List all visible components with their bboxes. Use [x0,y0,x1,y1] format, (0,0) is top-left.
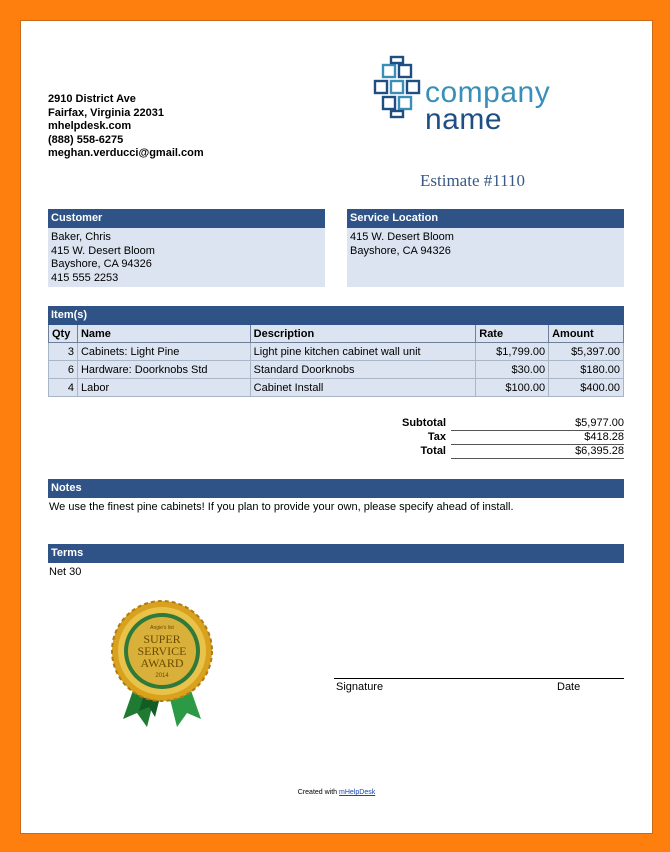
item-description: Standard Doorknobs [250,361,476,379]
item-qty: 3 [49,343,78,361]
service-street: 415 W. Desert Bloom [350,231,454,243]
customer-phone: 415 555 2253 [51,271,119,284]
item-amount: $5,397.00 [549,343,624,361]
col-amount: Amount [549,325,624,343]
seal-line-super: SUPER [143,632,181,646]
company-phone: (888) 558-6275 [48,133,124,146]
items-heading: Item(s) [48,306,624,325]
item-name: Hardware: Doorknobs Std [77,361,250,379]
date-label: Date [557,681,581,693]
items-table [48,325,624,397]
total-value: $6,395.28 [451,445,624,459]
seal-line-service: SERVICE [137,644,187,658]
seal-line-award: AWARD [140,656,184,670]
address-city: Fairfax, Virginia 22031 [48,106,164,119]
tax-label: Tax [427,431,446,443]
notes-heading: Notes [48,479,624,498]
address-street: 2910 District Ave [48,93,136,105]
subtotal-value: $5,977.00 [451,417,624,431]
customer-street: 415 W. Desert Bloom [51,244,155,257]
item-name: Cabinets: Light Pine [77,343,250,361]
customer-section [48,209,325,287]
customer-heading: Customer [48,209,325,228]
terms-section [48,544,624,581]
item-rate: $100.00 [476,379,549,397]
tax-value: $418.28 [451,431,624,445]
terms-text: Net 30 [49,566,82,578]
item-amount: $400.00 [549,379,624,397]
seal-year: 2014 [155,673,169,679]
footer-link[interactable]: mHelpDesk [339,789,376,796]
item-rate: $1,799.00 [476,343,549,361]
company-logo-text [425,76,551,136]
tax-row [375,431,624,445]
logo-knot-icon [375,57,419,117]
company-address [48,93,204,161]
col-description: Description [250,325,476,343]
signature-label: Signature [336,681,384,693]
table-row [49,343,624,361]
logo-word-company: company [425,76,551,109]
item-description: Cabinet Install [250,379,476,397]
footer-prefix: Created with [297,789,338,796]
customer-city: Bayshore, CA 94326 [51,258,152,270]
notes-text: We use the finest pine cabinets! If you plan to provide your own, please specify ahead of install. [49,501,514,513]
col-name: Name [77,325,250,343]
total-row [375,445,624,459]
total-label: Total [420,445,446,457]
items-section [48,306,624,397]
item-amount: $180.00 [549,361,624,379]
item-qty: 4 [49,379,78,397]
estimate-page [20,20,653,834]
signature-line [334,678,624,679]
col-rate: Rate [476,325,549,343]
company-email: meghan.verducci@gmail.com [48,147,204,159]
totals-block [375,417,624,459]
footer [21,789,652,796]
items-header-row [49,325,624,343]
super-service-award-seal [107,599,217,729]
item-rate: $30.00 [476,361,549,379]
subtotal-label: Subtotal [402,417,446,429]
service-location-section [347,209,624,287]
logo-word-name: name [425,103,503,136]
service-location-heading: Service Location [347,209,624,228]
col-qty: Qty [49,325,78,343]
item-name: Labor [77,379,250,397]
company-website: mhelpdesk.com [48,120,132,132]
estimate-title: Estimate #1110 [420,171,525,190]
seal-top-text: Angie's list [150,625,174,631]
table-row [49,379,624,397]
item-qty: 6 [49,361,78,379]
terms-heading: Terms [48,544,624,563]
notes-section [48,479,624,516]
customer-name: Baker, Chris [51,231,111,243]
item-description: Light pine kitchen cabinet wall unit [250,343,476,361]
table-row [49,361,624,379]
service-city: Bayshore, CA 94326 [350,244,451,257]
subtotal-row [375,417,624,431]
